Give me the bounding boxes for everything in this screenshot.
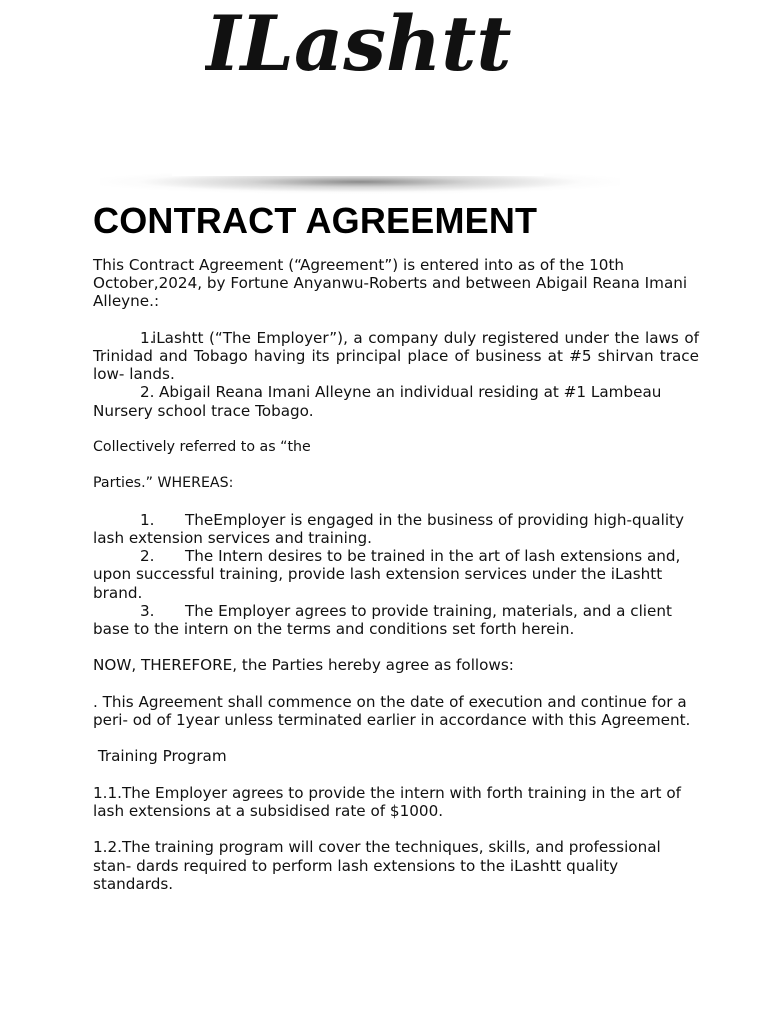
whereas-text: Parties.” WHEREAS: [93,475,234,492]
logo-card [172,120,544,176]
recital-2 [93,547,699,602]
document-title: CONTRACT AGREEMENT [93,200,538,241]
collectively-text: Collectively referred to as “the [93,439,311,455]
recital-3-number: 3. [140,601,155,620]
recital-3 [93,602,699,638]
document-body [93,256,699,893]
party-2 [93,383,699,419]
recital-1-number: 1. [140,510,155,529]
recital-2-number: 2. [140,547,155,566]
party-1-number: 1. [140,328,155,347]
recital-2-text: The Intern desires to be trained in the art of lash extensions and, upon successful training, provide lash extension services under the iLashtt brand. [93,547,681,602]
brand-logo [205,0,525,92]
recital-1-text: TheEmployer is engaged in the business of providing high-quality lash extension services and training. [93,510,684,547]
party-2-text: Abigail Reana Imani Alleyne an individual residing at #1 Lambeau Nursery school trace Tobago. [93,383,662,420]
logo-wordmark: ILashtt [205,0,512,88]
party-1 [93,329,699,384]
training-heading: Training Program [93,747,227,766]
recital-1 [93,511,699,547]
clause-1-1: 1.1.The Employer agrees to provide the intern with forth training in the art of lash extensions at a subsidised rate of $1000. [93,783,681,820]
logo-area [0,0,768,200]
recital-3-text: The Employer agrees to provide training, materials, and a client base to the intern on the terms and conditions set forth herein. [93,601,672,638]
party-1-text: iLashtt (“The Employer”), a company duly registered under the laws of Trinidad and Tobago having its principal place of business at #5 shirvan trace low- lands. [93,328,699,384]
intro-paragraph: This Contract Agreement (“Agreement”) is entered into as of the 10th October,2024, by Fortune Anyanwu-Roberts and between Abigail Reana Imani Alleyne.: [93,256,688,311]
party-2-number: 2. [140,383,155,402]
clause-1-2: 1.2.The training program will cover the techniques, skills, and professional stan- dards required to perform lash extensions to the iLashtt quality standards. [93,838,661,893]
now-therefore-text: NOW, THEREFORE, the Parties hereby agree as follows: [93,656,514,675]
term-clause: . This Agreement shall commence on the date of execution and continue for a peri- od of 1year unless terminated earlier in accordance with this Agreement. [93,692,691,729]
